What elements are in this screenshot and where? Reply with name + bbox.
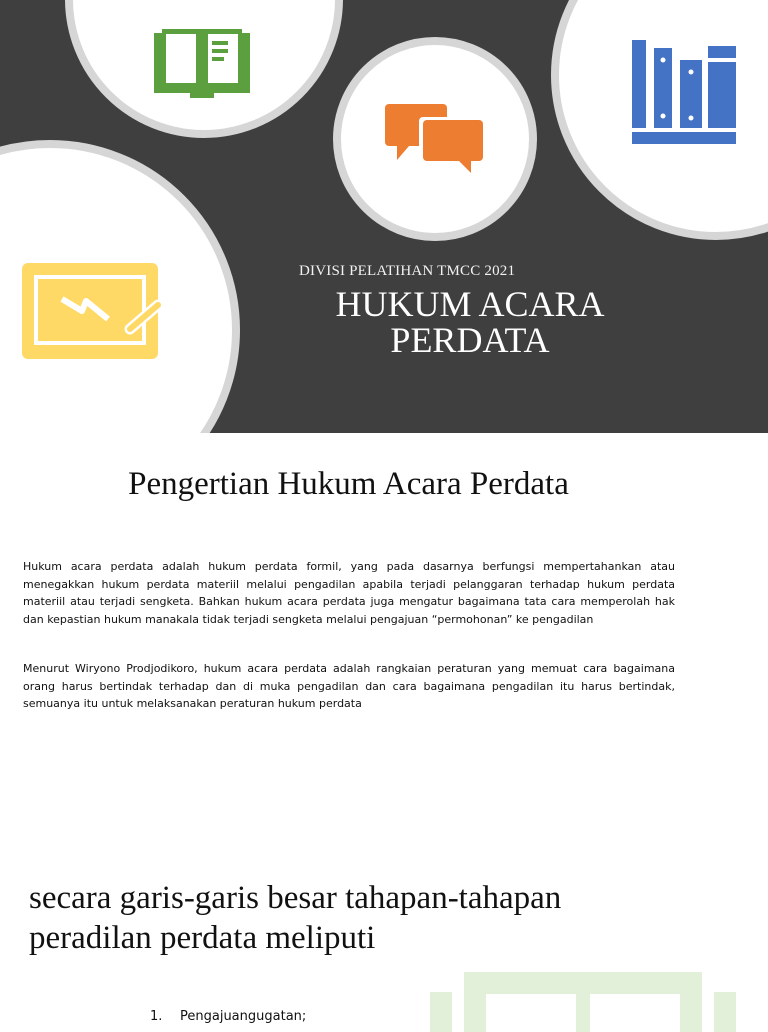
- definition-heading: Pengertian Hukum Acara Perdata: [128, 466, 569, 502]
- list-item-text: Pengajuangugatan;: [180, 1009, 307, 1024]
- definition-paragraph-1: Hukum acara perdata adalah hukum perdata formil, yang pada dasarnya berfungsi mempertahankan atau menegakkan hukum perdata materiil melalui pengadilan apabila terjadi pelanggaran terhadap hukum perdata materiil atau terjadi sengketa. Bahkan hukum acara perdata juga mengatur bagaimana tata cara memperolah hak dan kepastian hukum manakala tidak terjadi sengketa melalui pengajuan “permohonan” ke pengadilan: [23, 560, 675, 626]
- stages-heading-line-2: peradilan perdata meliputi: [29, 920, 376, 956]
- list-item: [150, 1009, 306, 1024]
- slide-subtitle: DIVISI PELATIHAN TMCC 2021: [299, 263, 516, 279]
- open-book-icon: [152, 27, 252, 99]
- title-line-1: HUKUM ACARA: [335, 284, 605, 324]
- stages-heading: [29, 878, 669, 958]
- list-item-number: 1.: [150, 1009, 163, 1024]
- title-slide: [0, 0, 768, 433]
- definition-paragraph-2: Menurut Wiryono Prodjodikoro, hukum acara perdata adalah rangkaian peraturan yang memuat cara bagaimana orang harus bertindak terhadap dan di muka pengadilan dan cara bagaimana pengadilan itu harus bertindak, semuanya itu untuk melaksanakan peraturan hukum perdata: [23, 662, 675, 710]
- bookshelf-icon: [632, 40, 738, 146]
- title-line-2: PERDATA: [390, 320, 550, 360]
- slide-title: [330, 286, 610, 358]
- stages-list: [150, 1009, 306, 1024]
- faded-bookshelf-icon: [430, 972, 740, 1032]
- stages-heading-line-1: secara garis-garis besar tahapan-tahapan: [29, 880, 562, 916]
- speech-bubbles-icon: [385, 104, 485, 174]
- chalkboard-icon: [20, 261, 165, 361]
